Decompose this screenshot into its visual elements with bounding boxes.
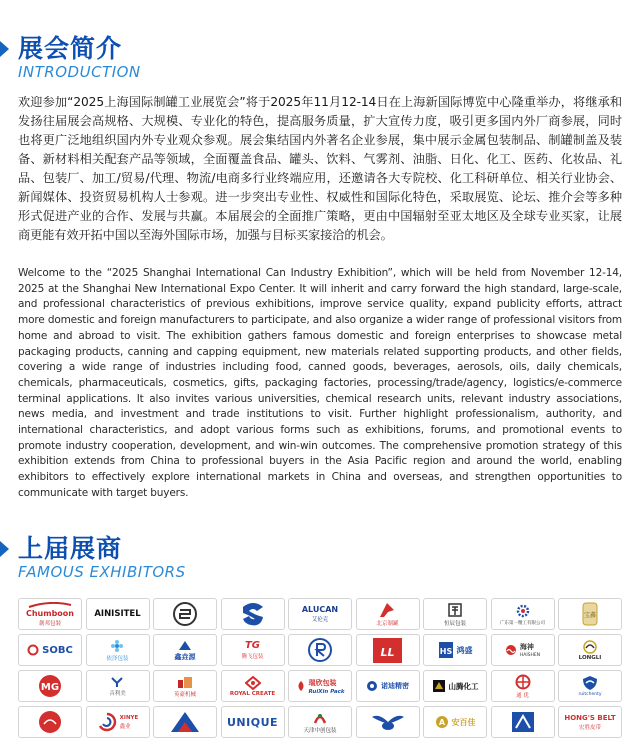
mg-logo bbox=[18, 670, 82, 702]
svg-text:宝鑫: 宝鑫 bbox=[583, 612, 597, 619]
red-circle-logo bbox=[18, 706, 82, 738]
flag-icon bbox=[378, 602, 396, 618]
ruixin-pack-logo: 瑞欣包装 RuiXin Pack bbox=[288, 670, 352, 702]
swirl-icon bbox=[97, 712, 117, 732]
wave-icon bbox=[505, 644, 517, 656]
flower-logo: 依泽包装 bbox=[86, 634, 150, 666]
tower-logo: 恒辰包装 bbox=[423, 598, 487, 630]
intro-paragraph-cn: 欢迎参加“2025上海国际制罐工业展览会”将于2025年11月12-14日在上海新国际博览中心隆重举办，将继承和发扬往届展会高规格、大规模、专业化的特色，提高服务质量，扩大宣传力度，吸引更多国内外厂商参展，同时也将更广泛地组织国内外专业观众参观。展会集结国内外著名企业参展，集中展示金属包装制品、制罐制盖及装备、新材料相关配套产品等领域，全面覆盖食品、罐头、饮料、气雾剂、油脂、日化、化工、医药、化妆品、礼品、包装厂、加工/贸易/代理、物流/电商多行业终端应用，还邀请各大专院校、化工科研单位、相关行业协会、新闻媒体、投资贸易机构人士参观。进一步突出专业性、权威性和国际化特色，采取展览、论坛、推介会等多种形式促进产业的合作、发展与共赢。本届展会的全面推广策略，更由中国辐射至亚太地区及全球专业买家，让展商更能有效开拓中国以至海外国际市场，加强与目标买家接洽的机会。 bbox=[18, 95, 622, 242]
exhibitors-title-cn: 上届展商 bbox=[18, 534, 123, 563]
svg-text:A: A bbox=[438, 718, 445, 727]
shield-icon bbox=[582, 675, 598, 691]
mg-mark-icon bbox=[38, 674, 62, 698]
chevron-icon bbox=[0, 41, 9, 57]
yinmeimei-logo: 音利美 bbox=[86, 670, 150, 702]
hongs-belt-logo: HONG'S BELT 宏胜皮带 bbox=[558, 706, 622, 738]
shield-logo: ruitchenty bbox=[558, 670, 622, 702]
wings-icon bbox=[371, 711, 405, 733]
r-circle-icon bbox=[307, 637, 333, 663]
red-flag-logo: 北京制罐 bbox=[356, 598, 420, 630]
royal-create-logo: ROYAL CREATE bbox=[221, 670, 285, 702]
gear-icon bbox=[515, 603, 531, 619]
tianjin-zhongchuang-logo: 天津中创包装 bbox=[288, 706, 352, 738]
blue-square-logo bbox=[491, 706, 555, 738]
svg-text:HS: HS bbox=[439, 647, 452, 656]
alucan-logo: ALUCAN 艾伦克 bbox=[288, 598, 352, 630]
triangle-logo bbox=[153, 706, 217, 738]
round-seal-logo bbox=[153, 598, 217, 630]
anbai-logo: A 安百佳 bbox=[423, 706, 487, 738]
yellow-can-logo bbox=[558, 598, 622, 630]
hongsheng-logo: HS 鸿盛 bbox=[423, 634, 487, 666]
wheel-icon bbox=[514, 674, 532, 690]
y-mark-icon bbox=[110, 676, 124, 688]
tg-logo: TG 腾飞包装 bbox=[221, 634, 285, 666]
shanteng-logo: 山腾化工 bbox=[423, 670, 487, 702]
nd-mark-icon bbox=[366, 680, 378, 692]
mountain-icon bbox=[178, 639, 192, 651]
ring-icon bbox=[27, 644, 39, 656]
swoosh-icon bbox=[28, 602, 72, 608]
nuodi-logo: 诺迪精密 bbox=[356, 670, 420, 702]
blue-s-logo bbox=[221, 598, 285, 630]
intro-title-en: INTRODUCTION bbox=[18, 63, 141, 81]
triangles-icon bbox=[169, 710, 201, 734]
gear-logo: 广东第一精工有限公司 bbox=[491, 598, 555, 630]
wings-logo bbox=[356, 706, 420, 738]
haishen-logo: 海神 HAISHEN bbox=[491, 634, 555, 666]
tower-icon bbox=[447, 602, 463, 618]
longli-logo: LONGLI bbox=[558, 634, 622, 666]
building-icon bbox=[176, 675, 194, 689]
chevron-icon bbox=[0, 541, 9, 557]
flower-icon bbox=[109, 639, 125, 653]
svg-text:MG: MG bbox=[40, 682, 60, 693]
hs-mark-icon bbox=[438, 641, 454, 659]
ainisitel-logo: AINISITEL bbox=[86, 598, 150, 630]
intro-title-cn: 展会简介 bbox=[18, 34, 123, 63]
exhibitors-title-en: FAMOUS EXHIBITORS bbox=[18, 563, 186, 581]
leaf-icon bbox=[296, 680, 306, 692]
dragon-icon bbox=[582, 640, 598, 654]
a-mark-icon bbox=[435, 715, 449, 729]
xinye-logo: XINYE 鑫业 bbox=[86, 706, 150, 738]
blue-square-icon bbox=[510, 710, 536, 734]
r-circle-logo bbox=[288, 634, 352, 666]
sobc-logo: SOBC bbox=[18, 634, 82, 666]
wheel-logo: 通 优 bbox=[491, 670, 555, 702]
can-icon bbox=[579, 601, 601, 627]
building-logo: 英豪机械 bbox=[153, 670, 217, 702]
exhibitor-logo-grid bbox=[18, 598, 622, 738]
badge-icon bbox=[432, 679, 446, 693]
intro-paragraph-en: Welcome to the “2025 Shanghai International Can Industry Exhibition”, which will be held from November 12-14, 2025 at the Shanghai New International Expo Center. It will inherit and carry forward the high standard, large-scale, and professional characteristics of previous exhibitions, improve service quality, expand publicity efforts, attract more domestic and foreign manufacturers to participate, and also organize a wider range of professional visitors from home and abroad to visit. The exhibition gathers famous domestic and foreign enterprises to showcase metal packaging products, canning and capping equipment, new materials related supporting products, and other fields, covering a wide range of industries including food, canned goods, beverages, aerosols, oils, daily chemicals, chemicals, pharmaceuticals, cosmetics, gifts, packaging factories, processing/trade/agency, logistics/e-commerce terminal applications. It also invites various universities, chemical research units, relevant industry associations, news media, and investment and trade institutions to visit. Further highlight professionalism, authority, and international characteristics, and adopt various forms such as exhibitions, forums, and promotional events to promote industry cooperation, development, and win-win outcomes. The comprehensive promotion strategy of this exhibition extends from China to professional buyers in the Asia Pacific region and around the world, enabling exhibitors to effectively explore international markets in China and overseas, and strengthen opportunities to communicate with target buyers. bbox=[18, 267, 622, 499]
ribbon-icon bbox=[313, 711, 327, 725]
seal-icon bbox=[172, 601, 198, 627]
s-mark-icon bbox=[239, 601, 267, 627]
crest-icon bbox=[245, 676, 261, 690]
chumboon-logo: Chumboon 創邦包裝 bbox=[18, 598, 82, 630]
ll-logo: LL bbox=[356, 634, 420, 666]
red-circle-icon bbox=[38, 710, 62, 734]
xinyuan-logo: 鑫垚源 bbox=[153, 634, 217, 666]
unique-logo: UNIQUE bbox=[221, 706, 285, 738]
